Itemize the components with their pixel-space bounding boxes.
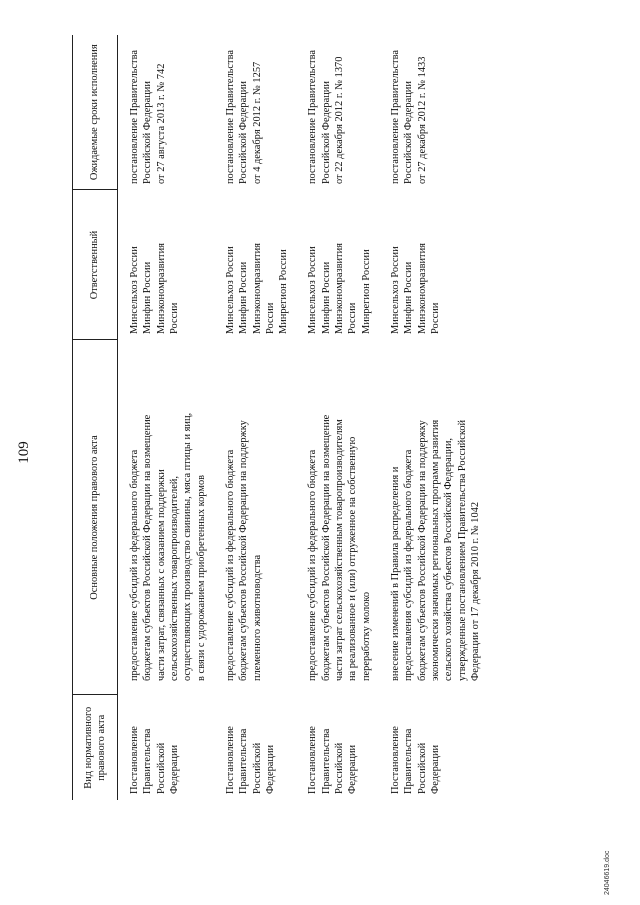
cell-deadline-line: постановление Правительства xyxy=(224,50,236,184)
cell-deadline-line: от 4 декабря 2012 г. № 1257 xyxy=(251,61,263,184)
cell-responsible-line: Минэкономразвития xyxy=(251,243,263,334)
cell-provisions-line: экономически значимых региональных программ развития xyxy=(429,419,441,681)
cell-provisions-line: предоставление субсидий из федерального бюджета xyxy=(129,449,140,681)
cell-responsible-line: Минсельхоз России xyxy=(307,246,319,334)
cell-responsible-line: Минэкономразвития xyxy=(334,243,346,334)
cell-deadline xyxy=(214,35,297,190)
cell-act-type-line: Федерации xyxy=(168,744,180,794)
cell-responsible xyxy=(379,190,488,340)
header-responsible: Ответственный xyxy=(73,190,118,340)
cell-provisions-line: сельского хозяйства субъектов Российской Федерации, xyxy=(443,437,455,681)
cell-responsible-line: России xyxy=(264,302,276,334)
cell-responsible-line: Минрегион России xyxy=(278,249,290,334)
cell-provisions-line: племенного животноводства xyxy=(251,554,263,681)
cell-deadline-line: постановление Правительства xyxy=(307,50,319,184)
cell-provisions-line: сельскохозяйственных товаропроизводителей, xyxy=(168,476,180,681)
cell-provisions xyxy=(214,340,297,695)
cell-responsible-line: Минэкономразвития xyxy=(416,243,428,334)
cell-responsible-line: Минфин России xyxy=(238,261,250,334)
table-row xyxy=(379,35,488,800)
page-number: 109 xyxy=(16,441,32,464)
table-row xyxy=(118,35,214,800)
cell-deadline-line: Российской Федерации xyxy=(142,81,154,184)
cell-act-type-line: Федерации xyxy=(429,744,441,794)
table-row xyxy=(214,35,297,800)
cell-responsible-line: Минрегион России xyxy=(360,249,372,334)
cell-act-type xyxy=(214,695,297,800)
cell-provisions xyxy=(118,340,214,695)
cell-provisions-line: бюджетам субъектов Российской Федерации на поддержку xyxy=(416,420,428,681)
cell-act-type-line: Правительства Российской xyxy=(320,728,346,794)
cell-provisions-line: предоставления субсидий из федерального бюджета xyxy=(403,449,415,681)
cell-responsible-line: России xyxy=(347,302,359,334)
header-deadline: Ожидаемые сроки исполнения xyxy=(73,35,118,190)
cell-act-type xyxy=(296,695,379,800)
cell-deadline-line: постановление Правительства xyxy=(129,50,140,184)
cell-act-type-line: Постановление xyxy=(224,726,236,794)
cell-provisions xyxy=(296,340,379,695)
cell-deadline-line: Российской Федерации xyxy=(403,81,415,184)
cell-responsible xyxy=(296,190,379,340)
cell-provisions-line: внесение изменений в Правила распределения и xyxy=(390,466,401,681)
cell-act-type-line: Федерации xyxy=(347,744,359,794)
cell-provisions-line: бюджетам субъектов Российской Федерации на возмещение xyxy=(142,414,154,681)
cell-provisions xyxy=(379,340,488,695)
cell-deadline-line: Российской Федерации xyxy=(238,81,250,184)
legal-acts-table xyxy=(72,35,488,800)
cell-act-type-line: Правительства Российской xyxy=(238,728,263,794)
cell-responsible-line: Минсельхоз России xyxy=(129,246,140,334)
cell-provisions-line: Федерации от 17 декабря 2010 г. № 1042 xyxy=(469,501,481,681)
cell-responsible-line: России xyxy=(429,302,441,334)
cell-act-type xyxy=(379,695,488,800)
cell-deadline-line: Российской Федерации xyxy=(320,81,332,184)
cell-act-type-line: Федерации xyxy=(264,744,276,794)
cell-act-type xyxy=(118,695,214,800)
cell-responsible-line: России xyxy=(168,302,180,334)
cell-responsible-line: Минэкономразвития xyxy=(155,243,167,334)
cell-responsible-line: Минфин России xyxy=(403,261,415,334)
cell-responsible xyxy=(214,190,297,340)
cell-deadline-line: от 27 декабря 2012 г. № 1433 xyxy=(416,56,428,184)
footer-filename: 24046619.doc xyxy=(604,850,611,895)
cell-act-type-line: Постановление xyxy=(129,726,140,794)
cell-deadline-line: от 27 августа 2013 г. № 742 xyxy=(155,63,167,184)
cell-deadline xyxy=(118,35,214,190)
cell-responsible-line: Минфин России xyxy=(320,261,332,334)
cell-provisions-line: утвержденные постановлением Правительства Российской xyxy=(456,419,468,681)
cell-deadline-line: от 22 декабря 2012 г. № 1370 xyxy=(334,56,346,184)
cell-responsible-line: Минсельхоз России xyxy=(224,246,236,334)
cell-provisions-line: предоставление субсидий из федерального бюджета xyxy=(307,449,319,681)
cell-responsible-line: Минсельхоз России xyxy=(390,246,401,334)
cell-responsible-line: Минфин России xyxy=(142,261,154,334)
cell-provisions-line: предоставление субсидий из федерального бюджета xyxy=(224,449,236,681)
cell-provisions-line: на реализованное и (или) отгруженное на собственную xyxy=(347,436,359,681)
cell-act-type-line: Правительства Российской xyxy=(142,728,167,794)
cell-provisions-line: переработку молоко xyxy=(360,591,372,681)
cell-provisions-line: части затрат сельскохозяйственным товаропроизводителям xyxy=(334,419,346,681)
cell-deadline xyxy=(296,35,379,190)
cell-deadline-line: постановление Правительства xyxy=(390,50,401,184)
cell-act-type-line: Правительства Российской xyxy=(403,728,428,794)
cell-act-type-line: Постановление xyxy=(307,726,319,794)
cell-deadline xyxy=(379,35,488,190)
table-body xyxy=(118,35,489,800)
cell-provisions-line: бюджетам субъектов Российской Федерации на поддержку xyxy=(238,420,250,681)
cell-provisions-line: части затрат, связанных с оказанием поддержки xyxy=(155,469,167,681)
header-act-type: Вид нормативного правового акта xyxy=(73,695,118,800)
cell-provisions-line: осуществляющих производство свинины, мяса птицы и яиц, xyxy=(182,412,194,681)
cell-provisions-line: бюджетам субъектов Российской Федерации на возмещение xyxy=(320,414,332,681)
cell-provisions-line: в связи с удорожанием приобретенных кормов xyxy=(195,474,207,681)
table-row xyxy=(296,35,379,800)
header-provisions: Основные положения правового акта xyxy=(73,340,118,695)
cell-responsible xyxy=(118,190,214,340)
table-header-row xyxy=(73,35,118,800)
cell-act-type-line: Постановление xyxy=(390,726,401,794)
